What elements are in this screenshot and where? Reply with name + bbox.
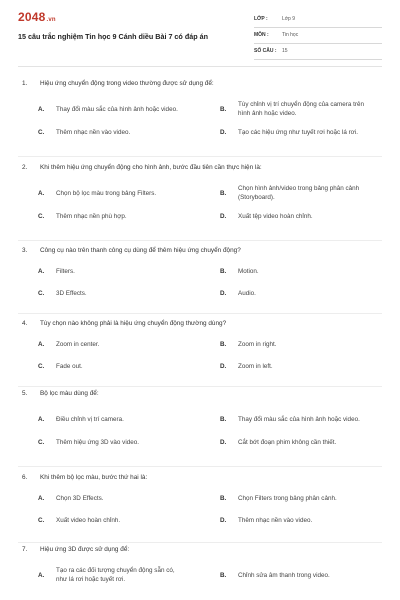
question-number: 3. <box>22 247 28 254</box>
answer-option-c[interactable] <box>18 362 200 371</box>
answer-option-a[interactable] <box>18 189 200 198</box>
answer-option-d[interactable] <box>200 212 382 221</box>
page-title: 15 câu trắc nghiệm Tin học 9 Cánh diều Bài 7 có đáp án <box>18 32 208 41</box>
option-letter: C. <box>38 212 45 220</box>
option-letter: C. <box>38 128 45 136</box>
question-item <box>18 388 382 450</box>
question-item <box>18 472 382 528</box>
option-letter: D. <box>220 516 227 524</box>
option-letter: C. <box>38 289 45 297</box>
answer-option-b[interactable] <box>200 184 382 202</box>
answer-option-d[interactable] <box>200 289 382 298</box>
question-text: Công cụ nào trên thanh công cụ dùng để thêm hiệu ứng chuyển động? <box>40 247 241 254</box>
answer-options <box>18 96 382 140</box>
logo-text: 2048 <box>18 10 46 24</box>
question-divider <box>18 466 382 467</box>
answer-option-a[interactable] <box>18 267 200 276</box>
question-number: 1. <box>22 80 28 87</box>
option-text: Zoom in center. <box>56 340 100 348</box>
answer-option-c[interactable] <box>18 438 200 447</box>
meta-value: Lớp 9 <box>282 16 296 22</box>
option-text: Thêm hiệu ứng 3D vào video. <box>56 438 139 446</box>
answer-options <box>18 336 382 374</box>
question-number: 4. <box>22 320 28 327</box>
meta-info-table <box>254 12 382 60</box>
question-text: Khi thêm bộ lọc màu, bước thứ hai là: <box>40 474 148 481</box>
logo-suffix: .vn <box>46 17 56 23</box>
option-text: Zoom in right. <box>238 340 277 348</box>
option-text: Filters. <box>56 267 75 275</box>
option-letter: D. <box>220 438 227 446</box>
answer-options <box>18 263 382 301</box>
option-text: Zoom in left. <box>238 362 273 370</box>
meta-row-class <box>254 12 382 28</box>
answer-option-b[interactable] <box>200 340 382 349</box>
option-letter: A. <box>38 340 45 348</box>
answer-option-b[interactable] <box>200 494 382 503</box>
option-letter: D. <box>220 289 227 297</box>
question-divider <box>18 313 382 314</box>
meta-row-count <box>254 44 382 60</box>
option-text: Thay đổi màu sắc của hình ảnh hoặc video. <box>56 105 178 113</box>
option-text: Audio. <box>238 289 256 297</box>
question-text: Bộ lọc màu dùng để: <box>40 390 99 397</box>
question-item <box>18 162 382 224</box>
question-stem <box>18 162 382 174</box>
answer-option-a[interactable] <box>18 340 200 349</box>
question-stem <box>18 472 382 484</box>
answer-option-c[interactable] <box>18 289 200 298</box>
question-stem <box>18 318 382 330</box>
header-divider <box>18 66 382 67</box>
option-letter: C. <box>38 362 45 370</box>
answer-options <box>18 406 382 450</box>
option-text: Điều chỉnh vị trí camera. <box>56 415 124 423</box>
question-stem <box>18 544 382 556</box>
answer-option-b[interactable] <box>200 415 382 424</box>
question-divider <box>18 156 382 157</box>
option-text: Thêm nhạc nền vào video. <box>56 128 131 136</box>
question-text: Khi thêm hiệu ứng chuyển động cho hình ảnh, bước đầu tiên cần thực hiện là: <box>40 164 262 171</box>
option-text: Chọn bộ lọc màu trong bảng Filters. <box>56 189 157 197</box>
option-letter: D. <box>220 362 227 370</box>
option-text: Chọn hình ảnh/video trong bảng phân cảnh (Storyboard). <box>238 185 360 201</box>
question-divider <box>18 542 382 543</box>
option-text: Thay đổi màu sắc của hình ảnh hoặc video. <box>238 415 360 423</box>
answer-option-c[interactable] <box>18 128 200 137</box>
option-text: Tùy chỉnh vị trí chuyển động của camera trên hình ảnh hoặc video. <box>238 101 365 117</box>
answer-options <box>18 180 382 224</box>
option-text: Xuất tệp video hoàn chỉnh. <box>238 212 313 220</box>
option-letter: D. <box>220 128 227 136</box>
question-text: Hiệu ứng chuyển động trong video thường được sử dụng để: <box>40 80 214 87</box>
option-letter: B. <box>220 415 227 423</box>
answer-option-c[interactable] <box>18 212 200 221</box>
option-letter: A. <box>38 105 45 113</box>
answer-option-b[interactable] <box>200 100 382 118</box>
question-number: 5. <box>22 390 28 397</box>
page-header <box>0 0 400 66</box>
question-number: 7. <box>22 546 28 553</box>
answer-option-a[interactable] <box>18 494 200 503</box>
option-letter: B. <box>220 571 227 579</box>
question-stem <box>18 78 382 90</box>
option-text: Xuất video hoàn chỉnh. <box>56 516 121 524</box>
question-stem <box>18 245 382 257</box>
answer-option-d[interactable] <box>200 438 382 447</box>
option-letter: C. <box>38 516 45 524</box>
answer-option-a[interactable] <box>18 105 200 114</box>
answer-option-a[interactable] <box>18 415 200 424</box>
option-letter: A. <box>38 189 45 197</box>
question-item <box>18 245 382 301</box>
answer-options <box>18 490 382 528</box>
answer-option-d[interactable] <box>200 128 382 137</box>
option-text: Chọn Filters trong bảng phân cảnh. <box>238 494 337 502</box>
option-letter: A. <box>38 571 45 579</box>
meta-key: MÔN : <box>254 32 269 38</box>
answer-option-d[interactable] <box>200 362 382 371</box>
option-text: Thêm nhạc nền vào video. <box>238 516 313 524</box>
answer-options <box>18 562 382 588</box>
option-text: Tạo các hiệu ứng như tuyết rơi hoặc lá rơi. <box>238 128 358 136</box>
question-number: 6. <box>22 474 28 481</box>
option-letter: A. <box>38 494 45 502</box>
question-item <box>18 78 382 140</box>
answer-option-b[interactable] <box>200 571 382 580</box>
option-letter: C. <box>38 438 45 446</box>
question-divider <box>18 386 382 387</box>
option-letter: A. <box>38 267 45 275</box>
option-text: Cắt bớt đoạn phim không cần thiết. <box>238 438 337 446</box>
option-text: Chọn 3D Effects. <box>56 494 104 502</box>
meta-key: SỐ CÂU : <box>254 48 277 54</box>
site-logo[interactable] <box>18 10 56 24</box>
question-item <box>18 318 382 374</box>
option-text: Fade out. <box>56 362 83 370</box>
question-number: 2. <box>22 164 28 171</box>
option-text: 3D Effects. <box>56 289 87 297</box>
option-letter: B. <box>220 267 227 275</box>
option-text: Chỉnh sửa âm thanh trong video. <box>238 571 330 579</box>
question-text: Tùy chọn nào không phải là hiệu ứng chuyển động thường dùng? <box>40 320 227 327</box>
option-letter: A. <box>38 415 45 423</box>
question-divider <box>18 240 382 241</box>
meta-value: 15 <box>282 48 288 54</box>
answer-option-b[interactable] <box>200 267 382 276</box>
option-text: Thêm nhạc nền phù hợp. <box>56 212 127 220</box>
option-letter: B. <box>220 105 227 113</box>
option-letter: B. <box>220 189 227 197</box>
option-text: Tạo ra các đối tượng chuyển động sẵn có, như lá rơi hoặc tuyết rơi. <box>56 567 175 583</box>
meta-value: Tin học <box>282 32 299 38</box>
question-text: Hiệu ứng 3D được sử dụng để: <box>40 546 130 553</box>
option-letter: B. <box>220 494 227 502</box>
question-item <box>18 544 382 588</box>
answer-option-a[interactable] <box>18 566 200 584</box>
option-text: Motion. <box>238 267 259 275</box>
option-letter: B. <box>220 340 227 348</box>
meta-row-subject <box>254 28 382 44</box>
option-letter: D. <box>220 212 227 220</box>
meta-key: LỚP : <box>254 16 268 22</box>
question-stem <box>18 388 382 400</box>
answer-option-d[interactable] <box>200 516 382 525</box>
answer-option-c[interactable] <box>18 516 200 525</box>
